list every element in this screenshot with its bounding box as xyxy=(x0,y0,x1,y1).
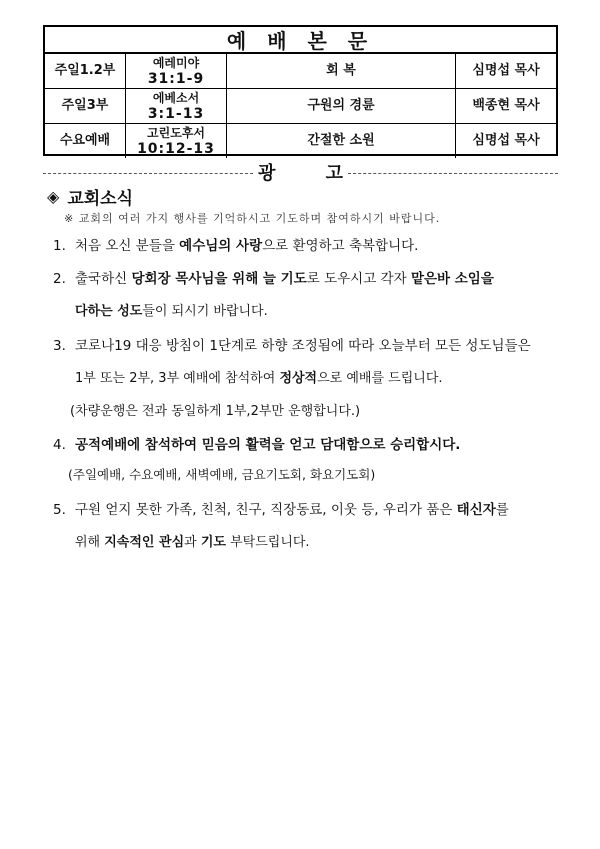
item-text: 코로나19 대응 방침이 1단계로 하향 조정됨에 따라 오늘부터 모든 성도님들은 xyxy=(75,338,531,354)
list-item xyxy=(53,433,460,453)
item-number: 5. xyxy=(53,502,66,518)
item-emphasis: 공적예배에 참석하여 믿음의 활력을 얻고 담대함으로 승리합시다. xyxy=(75,437,461,453)
notice-title: 광 고 xyxy=(257,163,366,184)
pastor-name: 백종현 목사 xyxy=(472,98,540,113)
list-item xyxy=(53,334,531,354)
item-number: 2. xyxy=(53,271,66,287)
service-name: 주일1.2부 xyxy=(45,54,126,88)
scripture-verse: 3:1-13 xyxy=(147,106,205,122)
list-item-continuation xyxy=(75,531,310,550)
scripture-ref xyxy=(126,124,227,158)
item-text: 처음 오신 분들을 xyxy=(75,238,180,254)
list-item xyxy=(53,267,494,287)
list-item xyxy=(53,234,418,254)
list-item xyxy=(53,498,509,518)
scripture-verse: 10:12-13 xyxy=(137,141,215,157)
item-emphasis: 예수님의 사랑 xyxy=(179,238,263,254)
item-text: 를 xyxy=(495,502,509,518)
table-row xyxy=(45,124,556,158)
item-text: 으로 예배를 드립니다. xyxy=(317,371,443,386)
scripture-ref xyxy=(126,54,227,88)
item-number: 4. xyxy=(53,437,66,453)
service-name: 주일3부 xyxy=(45,89,126,123)
section-heading xyxy=(47,184,133,209)
item-text: 과 xyxy=(184,535,201,550)
pastor-name: 심명섭 목사 xyxy=(472,133,540,148)
service-name: 수요예배 xyxy=(45,124,126,158)
item-text: 출국하신 xyxy=(75,271,132,287)
item-emphasis: 맡은바 소임을 xyxy=(410,271,494,287)
item-emphasis: 기도 xyxy=(200,535,226,550)
item-number: 3. xyxy=(53,338,66,354)
item-text: 위해 xyxy=(75,535,105,550)
list-item-continuation: (차량운행은 전과 동일하게 1부,2부만 운행합니다.) xyxy=(70,404,361,419)
item-text: 로 도우시고 각자 xyxy=(306,271,411,287)
item-emphasis: 태신자 xyxy=(456,502,496,518)
sermon-title: 회 복 xyxy=(227,54,456,88)
sermon-table xyxy=(43,25,558,156)
item-text: 으로 환영하고 축복합니다. xyxy=(262,238,419,254)
table-row xyxy=(45,89,556,124)
table-row xyxy=(45,54,556,89)
item-emphasis: 정상적 xyxy=(279,371,318,386)
sermon-title: 간절한 소원 xyxy=(227,124,456,158)
item-emphasis: 지속적인 관심 xyxy=(104,535,185,550)
section-heading-label: 교회소식 xyxy=(67,189,134,209)
item-number: 1. xyxy=(53,238,66,254)
item-emphasis: 당회장 목사님을 위해 늘 기도 xyxy=(131,271,307,287)
section-note: ※ 교회의 여러 가지 행사를 기억하시고 기도하며 참여하시기 바랍니다. xyxy=(64,212,441,225)
scripture-ref xyxy=(126,89,227,123)
scripture-book: 고린도후서 xyxy=(147,126,205,140)
item-emphasis: 다하는 성도 xyxy=(75,304,143,319)
list-item-continuation xyxy=(75,300,268,319)
notice-header xyxy=(43,161,558,184)
item-text: 부탁드립니다. xyxy=(225,535,310,550)
sermon-title: 구원의 경륜 xyxy=(227,89,456,123)
diamond-bullet-icon: ◈ xyxy=(47,187,60,206)
pastor-name: 심명섭 목사 xyxy=(472,63,540,78)
scripture-book: 예레미야 xyxy=(152,56,200,70)
item-text: 구원 얻지 못한 가족, 친척, 친구, 직장동료, 이웃 등, 우리가 품은 xyxy=(75,502,457,518)
scripture-verse: 31:1-9 xyxy=(147,71,205,87)
divider xyxy=(348,173,558,174)
list-item-continuation xyxy=(75,367,443,386)
item-text: 1부 또는 2부, 3부 예배에 참석하여 xyxy=(75,371,280,386)
list-item-continuation: (주일예배, 수요예배, 새벽예배, 금요기도회, 화요기도회) xyxy=(68,467,376,482)
item-text: 들이 되시기 바랍니다. xyxy=(142,304,268,319)
scripture-book: 에베소서 xyxy=(152,91,200,105)
sermon-table-title: 예 배 본 문 xyxy=(45,27,556,54)
